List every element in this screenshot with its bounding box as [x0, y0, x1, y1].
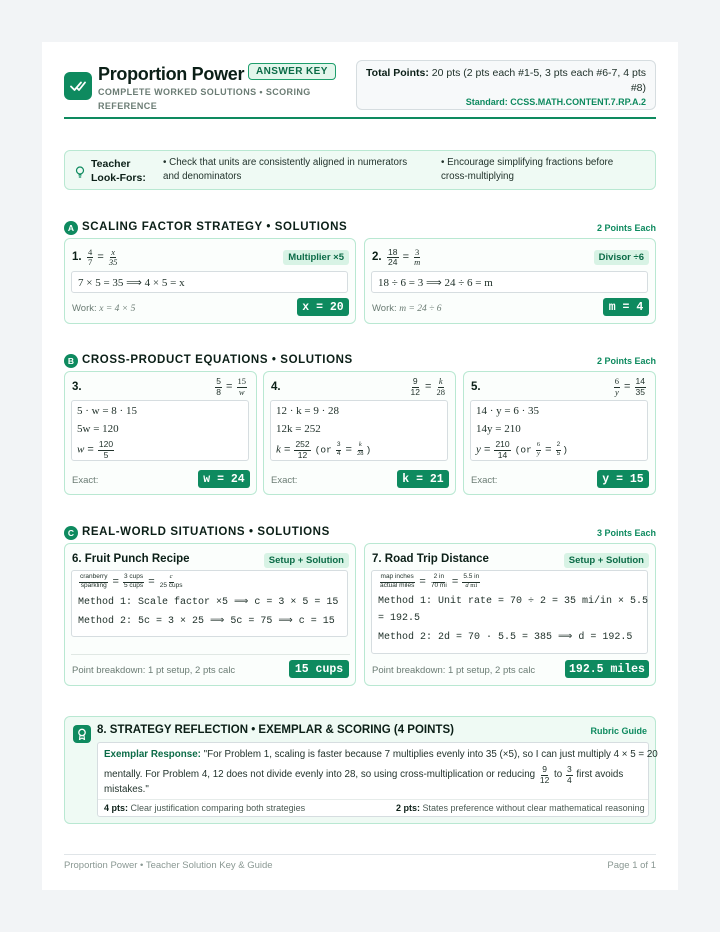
- problem-number: 3.: [72, 381, 82, 393]
- problem-4-equation: $\frac{9}{12}$ = $\frac{k}{28}$: [410, 376, 445, 397]
- work-line: 14 · y = 6 · 35: [476, 405, 540, 417]
- setup-equation: $\frac{\text{map inches}}{\text{actual miles}}$ = $\frac{2 in}{70 mi}$ = $\frac{5.5 in}{\text{d mi}}$: [380, 573, 480, 589]
- problem-2-card: [364, 238, 656, 324]
- problem-4-card: [263, 371, 456, 495]
- points-box: [356, 60, 656, 110]
- checkmark-logo-icon: [64, 72, 92, 100]
- exact-label: Exact:: [72, 475, 99, 486]
- method-1-cont: = 192.5: [378, 613, 421, 624]
- problem-5-equation: $\frac{6}{y}$ = $\frac{14}{35}$: [614, 376, 645, 397]
- answer-badge: k = 21: [397, 470, 449, 488]
- divider: [71, 654, 350, 655]
- problem-number: 5.: [471, 381, 481, 393]
- work-line: 12k = 252: [276, 423, 321, 435]
- answer-badge: 15 cups: [289, 660, 349, 678]
- problem-title: 7. Road Trip Distance: [372, 553, 489, 565]
- multiplier-tag: Multiplier ×5: [283, 250, 349, 265]
- exemplar-line: mentally. For Problem 4, 12 does not divide evenly into 28, so using cross-multiplication or reducing $\frac{9}{12}$ to $\frac{3}{4}$ first avoids: [104, 764, 624, 785]
- work-box: [270, 400, 448, 461]
- reflection-title: 8. STRATEGY REFLECTION • EXEMPLAR & SCORING (4 POINTS): [97, 724, 454, 736]
- section-a-points: 2 Points Each: [596, 223, 656, 233]
- work-line: 5w = 120: [77, 423, 119, 435]
- worksheet-page: [42, 42, 678, 890]
- rubric-4pts: 4 pts: Clear justification comparing both strategies: [104, 803, 306, 813]
- problem-number: 4.: [271, 381, 281, 393]
- exemplar-line: Exemplar Response: "For Problem 1, scaling is faster because 7 multiplies evenly into 35 (×5), so I can just multiply 4 × 5 = 20: [104, 749, 658, 760]
- setup-equation: $\frac{\text{cranberry}}{\text{sparkling}}$ = $\frac{\text{3 cups}}{\text{5 cups}}$ = $\frac{c}{\text{25 cups}}$: [80, 573, 183, 589]
- exemplar-box: [97, 742, 658, 817]
- standard-label: Standard: CCSS.MATH.CONTENT.7.RP.A.2: [465, 97, 646, 107]
- problem-1-card: [64, 238, 356, 324]
- problem-1-equation: 1. $\frac{4}{7}$ = $\frac{x}{35}$: [72, 246, 118, 268]
- method-1: Method 1: Scale factor ×5 ⟹ c = 3 × 5 = 15: [78, 597, 339, 608]
- problem-7-card: [364, 543, 656, 686]
- setup-solution-tag: Setup + Solution: [264, 553, 349, 568]
- point-breakdown: Point breakdown: 1 pt setup, 2 pts calc: [72, 665, 236, 676]
- exact-label: Exact:: [471, 475, 498, 486]
- answer-badge: 192.5 miles: [565, 660, 649, 678]
- answer-badge: w = 24: [198, 470, 250, 488]
- work-box: [371, 570, 648, 654]
- answer-badge: m = 4: [603, 298, 649, 316]
- work-step: 18 ÷ 6 = 3 ⟹ 24 ÷ 6 = m: [378, 277, 493, 289]
- point-breakdown: Point breakdown: 1 pt setup, 2 pts calc: [372, 665, 536, 676]
- work-line: y = $\frac{210}{14}$ (or $\frac{6}{y}$ = $\frac{2}{5}$ ): [476, 439, 568, 460]
- reflection-card: [64, 716, 656, 824]
- work-line: Work: x = 4 × 5: [72, 303, 136, 314]
- method-2: Method 2: 2d = 70 · 5.5 = 385 ⟹ d = 192.5: [378, 632, 633, 643]
- teacher-lookfors-panel: [64, 150, 656, 190]
- method-2: Method 2: 5c = 3 × 25 ⟹ 5c = 75 ⟹ c = 15: [78, 616, 335, 627]
- lookfor-item: • Encourage simplifying fractions before cross-multiplying: [441, 157, 614, 182]
- lightbulb-icon: [75, 165, 85, 183]
- problem-5-card: [463, 371, 656, 495]
- work-line: w = $\frac{120}{5}$: [77, 439, 114, 460]
- header-divider: [64, 117, 656, 119]
- divisor-tag: Divisor ÷6: [594, 250, 649, 265]
- section-c-title: REAL-WORLD SITUATIONS • SOLUTIONS: [82, 526, 330, 538]
- section-a-title: SCALING FACTOR STRATEGY • SOLUTIONS: [82, 221, 348, 233]
- work-box: [71, 400, 249, 461]
- footer-page-number: Page 1 of 1: [607, 860, 656, 871]
- section-b-points: 2 Points Each: [596, 356, 656, 366]
- setup-solution-tag: Setup + Solution: [564, 553, 649, 568]
- rubric-guide-label: Rubric Guide: [590, 726, 647, 736]
- answer-badge: x = 20: [297, 298, 349, 316]
- work-line: k = $\frac{252}{12}$ (or $\frac{3}{4}$ = $\frac{k}{28}$ ): [276, 439, 372, 460]
- footer-left: Proportion Power • Teacher Solution Key & Guide: [64, 860, 273, 871]
- work-box: [470, 400, 648, 461]
- problem-2-equation: 2. $\frac{18}{24}$ = $\frac{3}{m}$: [372, 246, 421, 268]
- exemplar-line: mistakes.": [104, 784, 149, 795]
- work-line: 12 · k = 9 · 28: [276, 405, 340, 417]
- work-line: Work: m = 24 ÷ 6: [372, 303, 442, 314]
- work-step: 7 × 5 = 35 ⟹ 4 × 5 = x: [78, 277, 185, 289]
- section-a-marker: A: [64, 221, 78, 235]
- lookfor-item: • Check that units are consistently aligned in numerators and denominators: [163, 157, 408, 182]
- exact-label: Exact:: [271, 475, 298, 486]
- rubric-2pts: 2 pts: States preference without clear mathematical reasoning: [396, 803, 645, 813]
- work-box: [371, 271, 648, 293]
- work-line: 14y = 210: [476, 423, 521, 435]
- work-line: 5 · w = 8 · 15: [77, 405, 137, 417]
- section-c-points: 3 Points Each: [596, 528, 656, 538]
- section-b-title: CROSS-PRODUCT EQUATIONS • SOLUTIONS: [82, 354, 353, 366]
- divider: [98, 799, 648, 800]
- problem-3-equation: $\frac{5}{8}$ = $\frac{15}{w}$: [216, 376, 246, 397]
- section-c-marker: C: [64, 526, 78, 540]
- problem-title: 6. Fruit Punch Recipe: [72, 553, 190, 565]
- work-box: [71, 570, 348, 637]
- method-1: Method 1: Unit rate = 70 ÷ 2 = 35 mi/in × 5.5: [378, 596, 649, 607]
- problem-3-card: [64, 371, 257, 495]
- page-title: Proportion Power: [98, 64, 245, 84]
- points-summary: Total Points: 20 pts (2 pts each #1-5, 3 pts each #6-7, 4 pts #8): [366, 67, 646, 94]
- footer-divider: [64, 854, 656, 855]
- answer-key-badge: ANSWER KEY: [248, 63, 336, 80]
- lookfors-title: Teacher Look-Fors:: [91, 158, 146, 184]
- answer-badge: y = 15: [597, 470, 649, 488]
- section-b-marker: B: [64, 354, 78, 368]
- problem-6-card: [64, 543, 356, 686]
- work-box: [71, 271, 348, 293]
- page-subtitle: COMPLETE WORKED SOLUTIONS • SCORING REFERENCE: [98, 87, 311, 111]
- award-icon: [73, 725, 91, 743]
